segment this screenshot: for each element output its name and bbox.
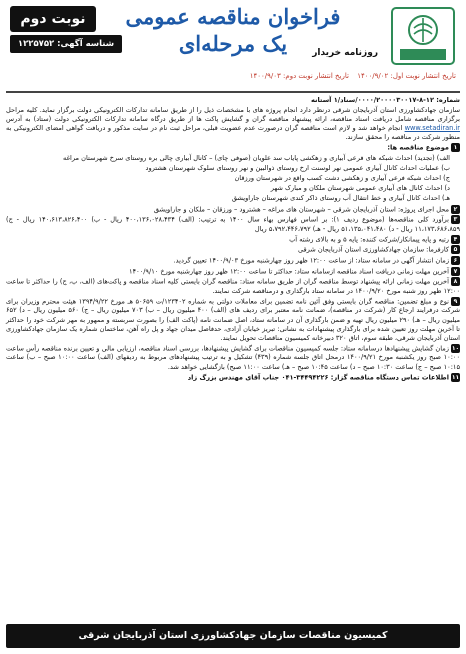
section-estimate — [6, 215, 460, 234]
section-text: نوع و مبلغ تضمین: مناقصه گران بایستی وفق آئین نامه تضمین برای معاملات دولتی به شماره ۱۲۳۴۰۲/ت ۵۰۶۵۹ هـ مورخ ۱۳۹۴/۹/۲۲ هیئت محترم وزیران برای شرکت درفرایند ارجاع کار (شرکت در مناقصه)، ضمانت نامه معتبر برای ردیف های (الف) ۴۰۰ میلیون ریال – ب) ۷۰۳ میلیون ریال – ج) ۵۶۰ میلیون ریال – د) ۶۵۲ میلیون ریال – هـ) ۲۹۰ میلیون ریال تهیه و ضمن بارگذاری آن در سامانه ستاد، اصل ضمانت نامه (پاکت الف) را بصورت سربسته و ممهور به مهر شرکت خود را حداکثر تا آخرین مهلت روز تعیین شده برای بارگذاری پیشنهادات به نشانی: تبریز خیابان آزادی، حدفاصل میدان جهاد و پل راه آهن، ساختمان شماره یک سازمان جهادکشاورزی استان آذربایجان شرقی، طبقه سوم، اتاق ۳۲۰ دبیرخانه کمیسیون مناقصات تحویل نمایند. — [6, 297, 460, 342]
section-location — [6, 205, 460, 215]
num-badge: ۸ — [451, 277, 460, 286]
intro-paragraph — [6, 106, 460, 142]
section-text: زمان انتشار آگهی در سامانه ستاد: از ساعت ۱۲:۰۰ ظهر روز چهارشنبه مورخ ۱۴۰۰/۹/۰۳ تعیین گردید. — [173, 256, 449, 265]
num-badge: ۷ — [451, 267, 460, 276]
section-employer — [6, 245, 460, 255]
subject-b: ب) عملیات احداث کانال آبیاری عمومی نهر لوسنت ارخ روستای ذوالبین و نهر روستای سلوک شهرستان هشترود — [145, 164, 450, 173]
turn-badge: نوبت دوم — [10, 6, 96, 32]
section-text: محل اجرای پروژه: استان آذربایجان شرقی – شهرستان های مراغه – هشترود – ورزقان – ملکان و جاراویشق — [153, 205, 449, 214]
num-badge: ۲ — [451, 205, 460, 214]
num-badge: ۴ — [451, 235, 460, 244]
intro-text-cont: انجام خواهد شد و لازم است مناقصه گران درصورت عدم عضویت قبلی، مراحل ثبت نام در سایت مذکور و دریافت گواهی امضای الکترونیکی به منظور شرکت در مناقصه را محقق سازند. — [6, 124, 460, 142]
section-opening — [6, 344, 460, 372]
section-contact — [6, 373, 460, 383]
section-guarantee — [6, 297, 460, 343]
section-text: برآورد کلی مناقصه‌ها (موضوع ردیف ۱): بر اساس فهارس بهاء سال ۱۴۰۰ به ترتیب: (الف) ۴۰۰،۱۳۶،۰۲۸،۴۳۴ ریال - ب) ۱۴۰،۶۱۳،۸۲۶،۴۰۰ ریال - ج) ۱۱،۱۷۳،۶۸۶،۸۵۹ ریال - د) ۵۱،۱۳۵،۰۴۱،۴۸۰ ریال - هـ) ۵،۷۹۲،۴۴۶،۷۹۲ ریال — [6, 215, 460, 233]
num-badge: ۹ — [451, 297, 460, 306]
date-first: تاریخ انتشار نوبت اول: ۱۴۰۰/۹/۰۲ — [357, 72, 456, 80]
notice-number: شماره: ۱۲-۸-۰۰۰۰/۲۰۰۰۰۳۰۰۱۷/سناد/۱ آستانه — [311, 96, 460, 104]
num-badge: ۱۰ — [451, 344, 460, 352]
num-badge: ۱ — [451, 143, 460, 152]
section-text: زمان گشایش پیشنهادها درسامانه ستاد: جلسه کمیسیون مناقصات برای گشایش پیشنهادها، بررسی اسناد مناقصه، ارزیابی مالی و تعیین برنده مناقصه رأس ساعت ۱۰:۰۰ صبح روز یکشنبه مورخ ۱۴۰۰/۹/۲۱ درمحل اتاق جلسه شماره (۴۳۹) تشکیل و به ترتیب پیشنهادهای مربوط به ردیفهای (الف) ساعت ۱۰:۰۰ صبح – ب) ساعت ۱۰:۱۵ صبح – ج) ساعت ۱۰:۳۰ صبح – د) ساعت ۱۰:۴۵ صبح – هـ) ساعت ۱۱:۰۰ صبح) بازگشایی خواهد شد. — [6, 344, 460, 371]
num-badge: ۳ — [451, 215, 460, 224]
intro-text: سازمان جهادکشاورزی استان آذربایجان شرقی درنظر دارد انجام پروژه های با مشخصات ذیل را از طریق سامانه تدارکات الکترونیکی دولت برگزار نماید. کلیه مراحل برگزاری مناقصه شامل دریافت اسناد مناقصه، ارائه پیشنهاد مناقصه گران و گشایش پاکت ها از طریق درگاه سامانه تدارکات الکترونیکی دولت (ستاد) به آدرس — [6, 106, 460, 124]
commission-footer: کمیسیون مناقصات سازمان جهادکشاورزی استان آذربایجان شرقی — [6, 624, 460, 648]
section-doc-deadline — [6, 267, 460, 277]
section-title: موضوع مناقصه ها: — [387, 143, 449, 152]
subject-d: د) احداث کانال های آبیاری عمومی شهرستان ملکان و مبارک شهر — [270, 184, 450, 193]
setad-link[interactable]: www.setadiran.ir — [404, 124, 460, 133]
subject-c: ج) احداث شبکه فرعی آبیاری و زهکشی دشت کسب واقع در شهرستان ورزقان — [234, 174, 450, 183]
num-badge: ۶ — [451, 256, 460, 265]
section-text: آخرین مهلت زمانی ارائه پیشنهاد توسط مناقصه گران از طریق سامانه ستاد: مناقصه گران بایستی کلیه اسناد مناقصه و پاکت‌های (الف، ب، ج) را حداکثر تا ساعت ۱۲:۰۰ ظهر روز شنبه مورخ ۱۴۰۰/۹/۲۰ در سامانه ستاد بارگذاری و درمناقصه شرکت نمایند. — [6, 277, 460, 295]
section-text: کارفرما: سازمان جهادکشاورزی استان آذربایجان شرقی — [297, 245, 449, 254]
section-text: آخرین مهلت زمانی دریافت اسناد مناقصه ازسامانه ستاد: حداکثر تا ساعت ۱۲:۰۰ ظهر روز چهارشنبه مورخ ۱۴۰۰/۹/۱۰ — [129, 267, 449, 276]
page-subtitle: یک مرحله‌ای — [178, 31, 288, 56]
section-rank — [6, 235, 460, 245]
date-second: تاریخ انتشار نوبت دوم: ۱۴۰۰/۹/۰۳ — [249, 72, 349, 80]
section-subjects — [6, 143, 460, 153]
newspaper-name: روزنامه خریدار — [312, 48, 378, 58]
divider — [6, 91, 460, 93]
num-badge: ۱۱ — [451, 373, 460, 381]
notice-body — [6, 96, 460, 382]
section-bid-deadline — [6, 277, 460, 296]
subject-e: هـ) احداث کانال آبیاری و خط انتقال آب روستای ذاکر کندی شهرستان جاراویشق — [231, 194, 450, 203]
publish-dates — [10, 72, 456, 80]
section-text: اطلاعات تماس دستگاه مناقصه گزار: ۳۴۴۹۴۲۲۶-۰۴۱ جناب آقای مهندس بزرگ زاد — [187, 373, 449, 382]
num-badge: ۵ — [451, 245, 460, 254]
section-text: رتبه و پایه پیمانکار/شرکت کننده: پایه ۵ و به بالای رشته آب — [289, 235, 449, 244]
section-publish-time — [6, 256, 460, 266]
subject-a: الف) (تجدید) احداث شبکه های فرعی آبیاری و زهکشی پایاب سد علویان (صوفی چای) – کانال آبیاری چالی بره روستای سرخ شهرستان مراغه — [63, 154, 450, 163]
notice-header — [6, 4, 460, 90]
notice-id-badge: شناسه آگهی: ۱۲۲۵۷۵۲ — [10, 35, 122, 53]
page-title: فراخوان مناقصه عمومی — [125, 4, 341, 29]
